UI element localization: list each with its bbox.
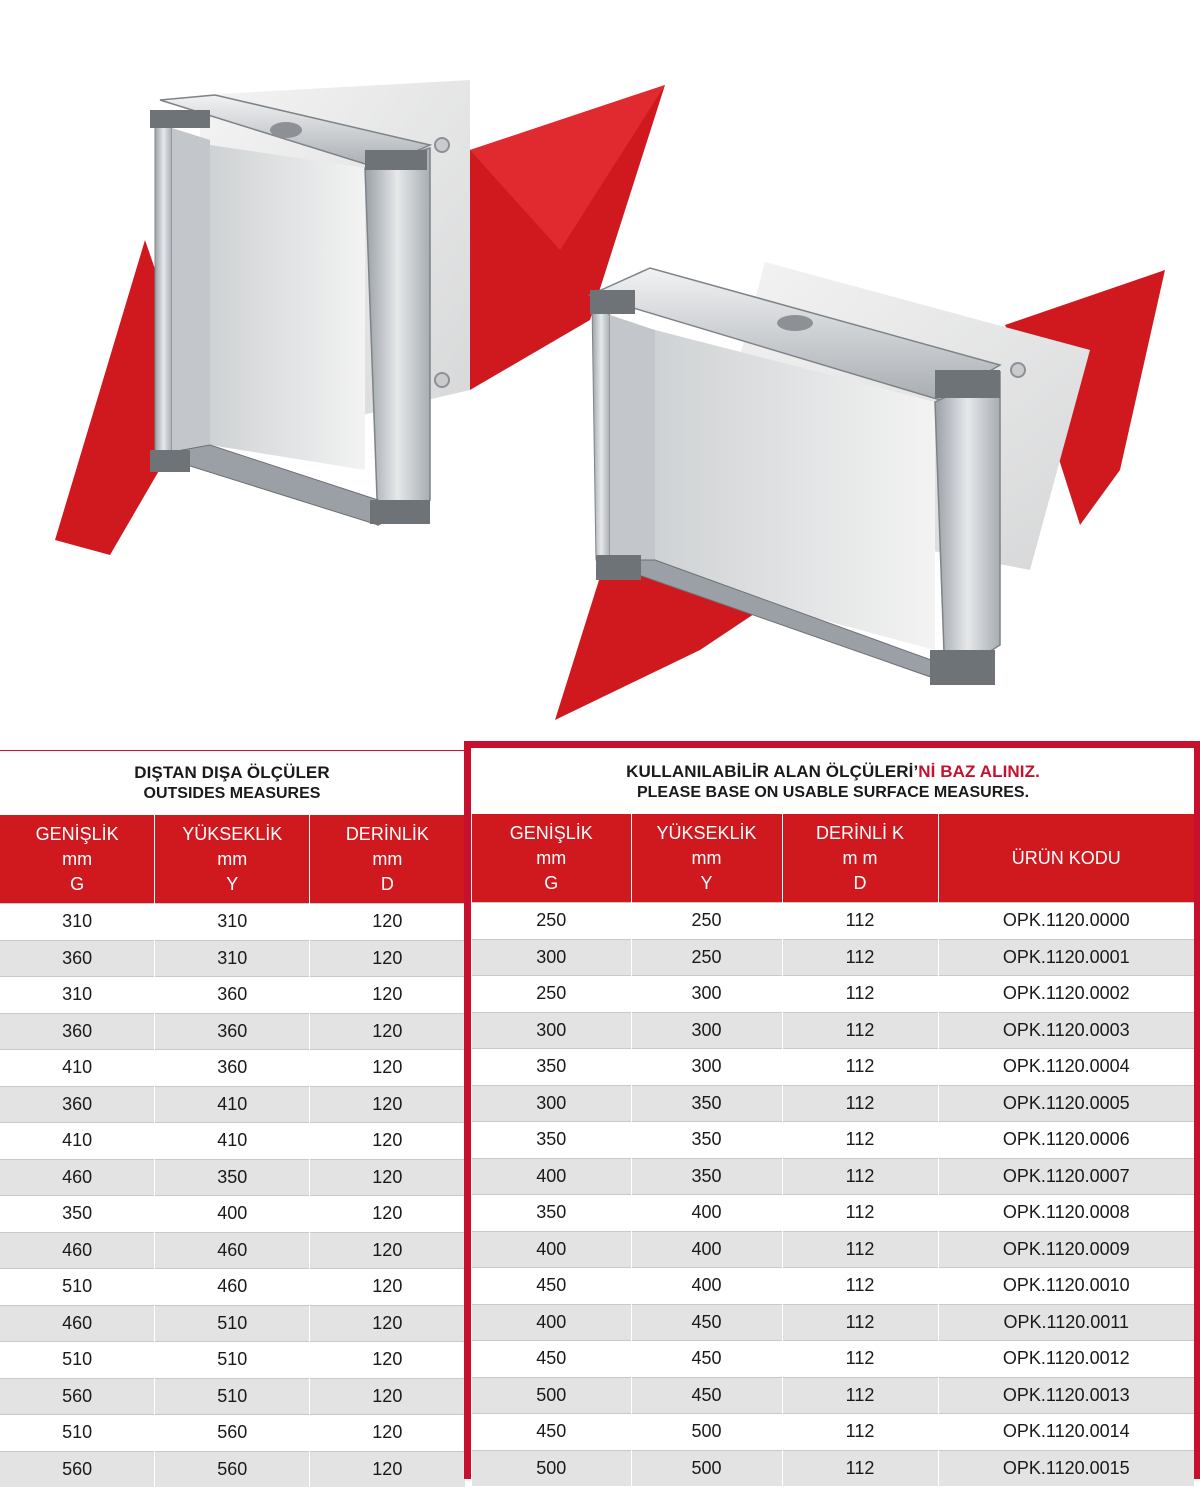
table-cell: 560 xyxy=(155,1415,310,1452)
outside-table-body xyxy=(0,904,465,1487)
table-row xyxy=(472,1195,1194,1232)
table-cell: 410 xyxy=(155,1123,310,1160)
table-cell: 300 xyxy=(631,976,782,1013)
table-cell: 350 xyxy=(0,1196,155,1233)
table-cell: 112 xyxy=(782,939,938,976)
col-symbol: D xyxy=(310,872,464,897)
table-cell: 400 xyxy=(472,1158,631,1195)
table-cell: 410 xyxy=(0,1050,155,1087)
table-cell: 450 xyxy=(472,1414,631,1451)
table-cell: 560 xyxy=(0,1451,155,1487)
outside-header-row xyxy=(0,815,465,904)
table-row xyxy=(472,1304,1194,1341)
table-cell: 120 xyxy=(310,904,465,941)
table-cell: 400 xyxy=(472,1304,631,1341)
table-cell: 120 xyxy=(310,940,465,977)
table-cell: 450 xyxy=(472,1268,631,1305)
table-cell: OPK.1120.0008 xyxy=(938,1195,1194,1232)
table-row xyxy=(0,1415,465,1452)
table-cell: 350 xyxy=(155,1159,310,1196)
table-row xyxy=(472,1122,1194,1159)
table-cell: 360 xyxy=(155,977,310,1014)
table-row xyxy=(472,1450,1194,1486)
table-row xyxy=(472,1158,1194,1195)
table-row xyxy=(0,1342,465,1379)
table-cell: 510 xyxy=(0,1415,155,1452)
usable-measures-table xyxy=(472,750,1194,1486)
table-cell: 310 xyxy=(155,940,310,977)
table-cell: 400 xyxy=(155,1196,310,1233)
table-cell: 250 xyxy=(631,903,782,940)
product-vertical-image xyxy=(55,80,665,555)
table-cell: 112 xyxy=(782,1268,938,1305)
table-cell: 500 xyxy=(472,1450,631,1486)
table-cell: 112 xyxy=(782,1304,938,1341)
table-cell: 510 xyxy=(155,1378,310,1415)
table-cell: 350 xyxy=(631,1085,782,1122)
table-cell: OPK.1120.0013 xyxy=(938,1377,1194,1414)
table-cell: 500 xyxy=(631,1450,782,1486)
col-symbol: Y xyxy=(632,871,782,896)
table-cell: 120 xyxy=(310,1305,465,1342)
table-cell: 510 xyxy=(155,1305,310,1342)
table-row xyxy=(0,1232,465,1269)
table-cell: 510 xyxy=(0,1342,155,1379)
table-cell: 350 xyxy=(631,1158,782,1195)
col-label: YÜKSEKLİK xyxy=(632,821,782,846)
table-cell: 120 xyxy=(310,1196,465,1233)
col-symbol: Y xyxy=(155,872,309,897)
table-cell: 112 xyxy=(782,1341,938,1378)
table-cell: 112 xyxy=(782,1231,938,1268)
usable-subtitle: PLEASE BASE ON USABLE SURFACE MEASURES. xyxy=(472,783,1194,803)
table-row xyxy=(0,1305,465,1342)
col-label: GENİŞLİK xyxy=(0,822,154,847)
table-cell: OPK.1120.0001 xyxy=(938,939,1194,976)
table-cell: 450 xyxy=(631,1377,782,1414)
usable-title xyxy=(472,761,1194,783)
table-cell: 310 xyxy=(155,904,310,941)
table-cell: OPK.1120.0004 xyxy=(938,1049,1194,1086)
table-cell: 120 xyxy=(310,1050,465,1087)
table-row xyxy=(0,1013,465,1050)
table-cell: 120 xyxy=(310,977,465,1014)
table-cell: 300 xyxy=(472,1085,631,1122)
table-row xyxy=(0,977,465,1014)
table-cell: 450 xyxy=(631,1304,782,1341)
table-cell: 460 xyxy=(155,1269,310,1306)
table-cell: 350 xyxy=(631,1122,782,1159)
table-row xyxy=(472,976,1194,1013)
table-cell: OPK.1120.0003 xyxy=(938,1012,1194,1049)
table-cell: OPK.1120.0007 xyxy=(938,1158,1194,1195)
table-row xyxy=(472,1012,1194,1049)
table-cell: 120 xyxy=(310,1342,465,1379)
table-cell: 120 xyxy=(310,1159,465,1196)
col-label: DERİNLİK xyxy=(310,822,464,847)
table-cell: 450 xyxy=(472,1341,631,1378)
table-cell: 560 xyxy=(155,1451,310,1487)
table-cell: 360 xyxy=(155,1050,310,1087)
table-cell: 510 xyxy=(0,1269,155,1306)
table-cell: 460 xyxy=(0,1232,155,1269)
table-cell: 112 xyxy=(782,1012,938,1049)
table-cell: 510 xyxy=(155,1342,310,1379)
table-row xyxy=(472,1414,1194,1451)
usable-col-product-code xyxy=(938,814,1194,903)
table-cell: 350 xyxy=(472,1049,631,1086)
table-row xyxy=(472,1341,1194,1378)
col-label: DERİNLİ K xyxy=(783,821,938,846)
table-row xyxy=(0,1378,465,1415)
table-cell: OPK.1120.0014 xyxy=(938,1414,1194,1451)
col-symbol: D xyxy=(783,871,938,896)
table-row xyxy=(472,1377,1194,1414)
table-cell: 112 xyxy=(782,1085,938,1122)
table-cell: 350 xyxy=(472,1122,631,1159)
outside-title-row xyxy=(0,751,465,816)
table-row xyxy=(472,1268,1194,1305)
table-cell: OPK.1120.0006 xyxy=(938,1122,1194,1159)
usable-table-body xyxy=(472,903,1194,1487)
usable-title-cell xyxy=(472,750,1194,814)
table-cell: 112 xyxy=(782,1049,938,1086)
usable-col-depth xyxy=(782,814,938,903)
table-row xyxy=(0,940,465,977)
usable-title-black: KULLANILABİLİR ALAN ÖLÇÜLERİ’ xyxy=(626,762,918,781)
outside-measures-table xyxy=(0,750,465,1487)
table-cell: 112 xyxy=(782,1377,938,1414)
col-label: ÜRÜN KODU xyxy=(939,846,1195,871)
product-horizontal-image xyxy=(555,262,1165,720)
table-row xyxy=(0,1269,465,1306)
table-cell: OPK.1120.0000 xyxy=(938,903,1194,940)
outside-subtitle: OUTSIDES MEASURES xyxy=(0,784,464,804)
table-cell: 460 xyxy=(155,1232,310,1269)
table-row xyxy=(0,1050,465,1087)
usable-col-width xyxy=(472,814,631,903)
table-cell: 360 xyxy=(0,1086,155,1123)
table-cell: 120 xyxy=(310,1013,465,1050)
table-cell: 300 xyxy=(472,1012,631,1049)
col-unit: mm xyxy=(0,847,154,872)
col-unit: mm xyxy=(155,847,309,872)
col-symbol: G xyxy=(0,872,154,897)
table-cell: 120 xyxy=(310,1378,465,1415)
table-cell: 112 xyxy=(782,903,938,940)
table-cell: 250 xyxy=(472,903,631,940)
table-cell: 112 xyxy=(782,1195,938,1232)
table-cell: 400 xyxy=(472,1231,631,1268)
table-row xyxy=(472,903,1194,940)
table-cell: OPK.1120.0009 xyxy=(938,1231,1194,1268)
table-row xyxy=(0,1086,465,1123)
table-row xyxy=(472,1231,1194,1268)
table-cell: OPK.1120.0005 xyxy=(938,1085,1194,1122)
table-cell: 112 xyxy=(782,1450,938,1486)
table-cell: 410 xyxy=(155,1086,310,1123)
table-cell: 500 xyxy=(631,1414,782,1451)
table-cell: OPK.1120.0012 xyxy=(938,1341,1194,1378)
table-cell: 120 xyxy=(310,1415,465,1452)
table-cell: OPK.1120.0010 xyxy=(938,1268,1194,1305)
col-label: YÜKSEKLİK xyxy=(155,822,309,847)
table-cell: 250 xyxy=(472,976,631,1013)
outside-title-cell xyxy=(0,751,465,816)
table-cell: 310 xyxy=(0,904,155,941)
table-cell: 450 xyxy=(631,1341,782,1378)
table-cell: OPK.1120.0011 xyxy=(938,1304,1194,1341)
table-cell: 360 xyxy=(155,1013,310,1050)
table-row xyxy=(0,1196,465,1233)
table-cell: 310 xyxy=(0,977,155,1014)
usable-title-row xyxy=(472,750,1194,814)
product-hero-image xyxy=(0,0,1200,740)
table-cell: 460 xyxy=(0,1159,155,1196)
table-cell: 120 xyxy=(310,1123,465,1160)
table-row xyxy=(472,1085,1194,1122)
usable-title-red: Nİ BAZ ALINIZ. xyxy=(918,762,1040,781)
col-label: GENİŞLİK xyxy=(472,821,631,846)
table-cell: 120 xyxy=(310,1086,465,1123)
table-row xyxy=(0,904,465,941)
table-cell: 120 xyxy=(310,1451,465,1487)
table-cell: 360 xyxy=(0,940,155,977)
table-row xyxy=(472,939,1194,976)
table-cell: 250 xyxy=(631,939,782,976)
table-row xyxy=(472,1049,1194,1086)
table-cell: 410 xyxy=(0,1123,155,1160)
table-cell: 350 xyxy=(472,1195,631,1232)
table-cell: 120 xyxy=(310,1269,465,1306)
table-cell: 460 xyxy=(0,1305,155,1342)
table-cell: 112 xyxy=(782,1122,938,1159)
table-row xyxy=(0,1123,465,1160)
col-unit: mm xyxy=(310,847,464,872)
table-cell: 360 xyxy=(0,1013,155,1050)
table-cell: 400 xyxy=(631,1195,782,1232)
table-cell: 112 xyxy=(782,976,938,1013)
col-unit: m m xyxy=(783,846,938,871)
table-cell: OPK.1120.0002 xyxy=(938,976,1194,1013)
outside-col-depth xyxy=(310,815,465,904)
col-unit: mm xyxy=(632,846,782,871)
table-cell: 120 xyxy=(310,1232,465,1269)
outside-col-height xyxy=(155,815,310,904)
table-cell: 400 xyxy=(631,1231,782,1268)
outside-title: DIŞTAN DIŞA ÖLÇÜLER xyxy=(0,762,464,784)
usable-header-row xyxy=(472,814,1194,903)
col-symbol: G xyxy=(472,871,631,896)
table-cell: 112 xyxy=(782,1158,938,1195)
table-cell: 300 xyxy=(631,1049,782,1086)
table-cell: 560 xyxy=(0,1378,155,1415)
table-cell: 300 xyxy=(631,1012,782,1049)
table-row xyxy=(0,1451,465,1487)
col-unit: mm xyxy=(472,846,631,871)
table-cell: 400 xyxy=(631,1268,782,1305)
outside-col-width xyxy=(0,815,155,904)
table-cell: 112 xyxy=(782,1414,938,1451)
table-cell: OPK.1120.0015 xyxy=(938,1450,1194,1486)
table-row xyxy=(0,1159,465,1196)
table-cell: 300 xyxy=(472,939,631,976)
usable-col-height xyxy=(631,814,782,903)
table-cell: 500 xyxy=(472,1377,631,1414)
